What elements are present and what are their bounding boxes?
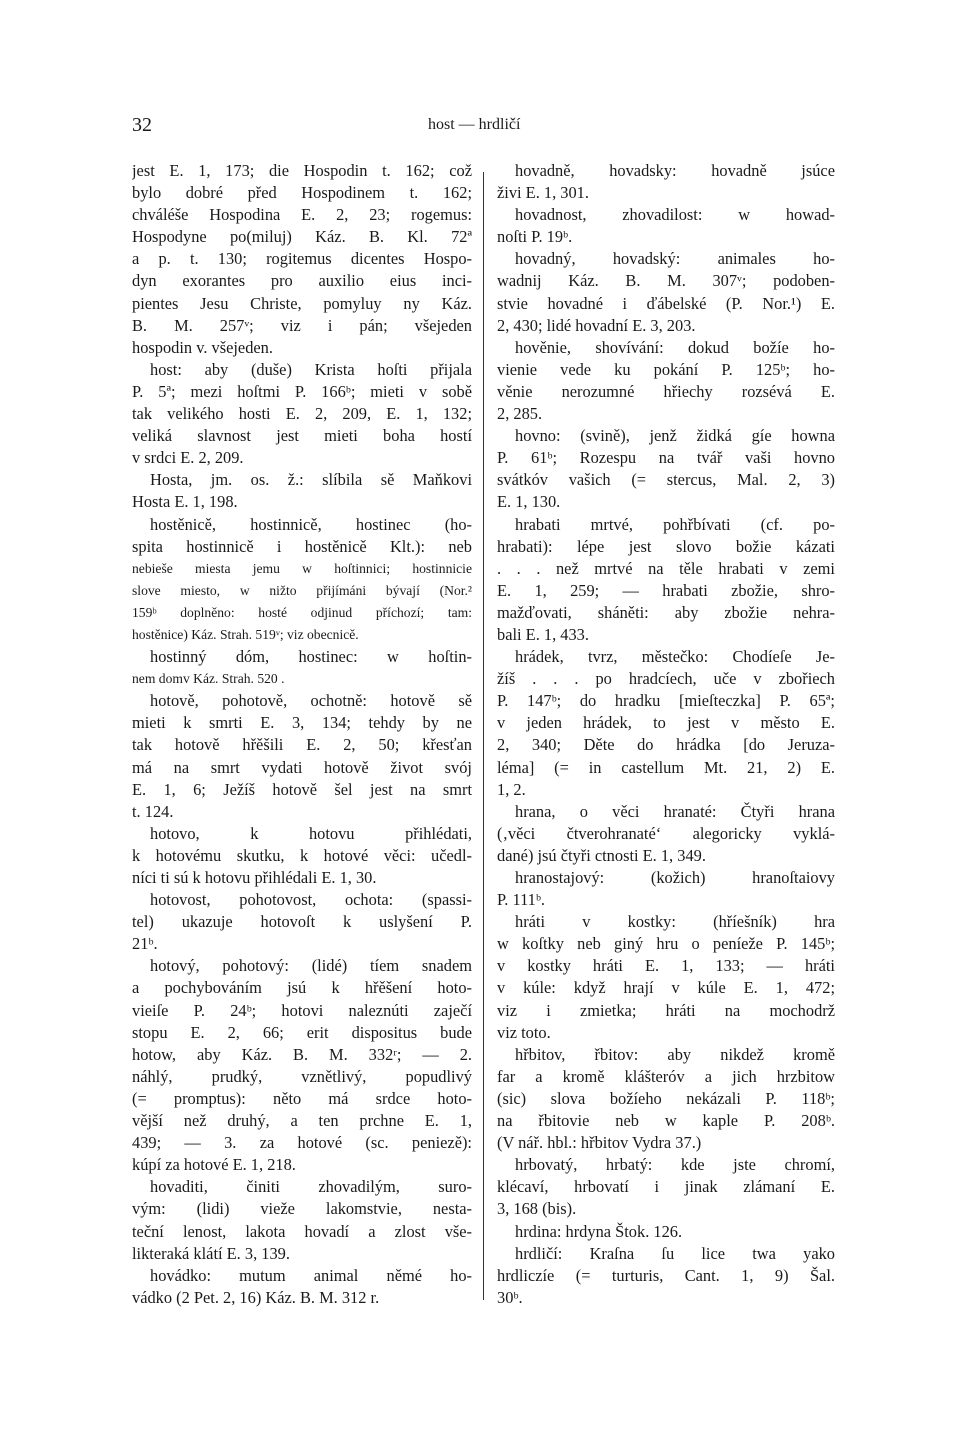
text-line: mieti k smrti E. 3, 134; tehdy by ne — [132, 713, 472, 733]
text-line: P. 147ᵇ; do hradku [mieſteczka] P. 65ª; — [497, 691, 835, 711]
text-line: teční lenost, lakota hovadí a zlost vše- — [132, 1221, 472, 1241]
entry-headline: hotovo, k hotovu přihlédati, — [150, 823, 472, 843]
text-line: 30ᵇ. — [497, 1287, 523, 1307]
entry-headline: hrabati mrtvé, pohřbívati (cf. po- — [515, 514, 835, 534]
text-line: na řbitovie neb w kaple P. 208ᵇ. — [497, 1111, 835, 1131]
entry-headline: hovno: (svině), jenž židká gíe howna — [515, 426, 835, 446]
text-line: viz i zmietka; hráti na mochodrž — [497, 1000, 835, 1020]
entry-headline: hrdličí: Kraſna ſu lice twa yako — [515, 1243, 835, 1263]
text-line: a pochybováním jsú k hřěšení hoto- — [132, 978, 472, 998]
text-line: spita hostinnicě i hostěnicě Klt.): neb — [132, 536, 472, 556]
text-line: likteraká klátí E. 3, 139. — [132, 1243, 290, 1263]
text-line: žíš . . . po hradcíech, uče v zbořiech — [497, 669, 835, 689]
text-line: veliká slavnost jest mieti boha hostí — [132, 426, 472, 446]
page-number: 32 — [132, 114, 152, 136]
text-line: živi E. 1, 301. — [497, 183, 589, 203]
text-line: léma] (= in castellum Mt. 21, 2) E. — [497, 757, 835, 777]
text-line: vieiſe P. 24ᵇ; hotovi naleznúti zaječí — [132, 1000, 472, 1020]
entry-headline: hráti v kostky: (hříešník) hra — [515, 912, 835, 932]
text-line: E. 1, 130. — [497, 492, 561, 512]
entry-headline: hostinný dóm, hostinec: w hoſtin- — [150, 647, 472, 667]
entry-headline: hovaditi, činiti zhovadilým, surо- — [150, 1177, 472, 1197]
text-line: 439; — 3. za hotové (sc. peniezě): — [132, 1133, 472, 1153]
text-line: w koſtky neb giný hru o peníeže P. 145ᵇ; — [497, 934, 835, 954]
text-line: jest E. 1, 173; die Hospodin t. 162; což — [132, 161, 472, 180]
text-line: vádko (2 Pet. 2, 16) Káz. B. M. 312 r. — [132, 1287, 380, 1307]
text-line: bali E. 1, 433. — [497, 624, 589, 644]
text-line: a p. t. 130; rogitemus dicentes Hospo- — [132, 249, 472, 269]
running-head: host — hrdličí — [428, 116, 521, 133]
entry-headline: hovadný, hovadský: animales ho- — [515, 249, 835, 269]
text-line: klécaví, hrbovatí i jinak zlámaní E. — [497, 1177, 835, 1197]
text-line: vým: (lidi) vieže lakomstvie, nesta- — [132, 1199, 472, 1219]
left-column — [132, 160, 472, 1309]
text-line: noſti P. 19ᵇ. — [497, 227, 573, 247]
text-line: stvie hovadné i ďábelské (P. Nor.¹) E. — [497, 293, 835, 313]
text-line: (= promptus): něto má srdce hoto- — [132, 1088, 472, 1108]
text-line: bylo dobré před Hospodinem t. 162; — [132, 183, 472, 203]
text-line: Hospodyne po(miluj) Káz. B. Kl. 72ª — [132, 227, 472, 247]
text-line: P. 5ª; mezi hoſtmi P. 166ᵇ; mieti v sobě — [132, 381, 472, 401]
text-line: hrabati): lépe jest slovo božie kázati — [497, 536, 835, 556]
text-line: P. 61ᵇ; Rozespu na tvář vaši hovno — [497, 448, 835, 468]
text-line: 3, 168 (bis). — [497, 1199, 577, 1219]
text-line: náhlý, prudký, vznětlivý, popudlivý — [132, 1066, 472, 1086]
text-line: hospodin v. všejeden. — [132, 337, 273, 357]
text-line: v kostky hráti E. 1, 133; — hráti — [497, 956, 835, 976]
text-line: mažďovati, sháněti: aby zbožie nehra- — [497, 602, 835, 622]
text-line: slove miesto, w nižto přijímáni bývají (Nor.² — [132, 582, 472, 598]
entry-headline: hrdina: hrdyna Štok. 126. — [515, 1221, 683, 1241]
text-line: 2, 285. — [497, 404, 543, 424]
text-line: k hotovému skutku, k hotové věci: učedl- — [132, 845, 472, 865]
text-line: 159ᵇ doplněno: hosté odjinud příchozí; tam: — [132, 604, 472, 620]
text-line: vienie vede ku pokání P. 125ᵇ; ho- — [497, 359, 835, 379]
text-line: 2, 340; Děte do hrádka [do Jeruza- — [497, 735, 835, 755]
text-line: P. 111ᵇ. — [497, 890, 546, 910]
text-line: tak velikého hosti E. 2, 209, E. 1, 132; — [132, 404, 472, 424]
text-line: (‚věci čtverohranaté‘ alegoricky vyklá- — [497, 823, 835, 843]
text-line: má na smrt vydati hotově život svój — [132, 757, 472, 777]
column-divider — [483, 172, 484, 1300]
text-line: (sic) slova božíeho nekázali P. 118ᵇ; — [497, 1088, 835, 1108]
text-line: v jeden hrádek, to jest v město E. — [497, 713, 835, 733]
text-line: dyn exorantes pro auxilio eius inci- — [132, 271, 472, 291]
text-line: tak hotově hřěšili E. 2, 50; křesťan — [132, 735, 472, 755]
text-line: chváléše Hospodina E. 2, 23; rogemus: — [132, 205, 472, 225]
text-line: svátkóv vašich (= stercus, Mal. 2, 3) — [497, 470, 835, 490]
entry-headline: hovádko: mutum animal němé ho- — [150, 1265, 472, 1285]
text-line: tel) ukazuje hotovoſt k uslyšení P. — [132, 912, 472, 932]
text-line: pientes Jesu Christe, pomyluy ny Káz. — [132, 293, 472, 313]
text-line: t. 124. — [132, 801, 174, 821]
text-line: 21ᵇ. — [132, 934, 158, 954]
text-line: stopu E. 2, 66; erit dispositus bude — [132, 1022, 472, 1042]
text-line: v kúle: když hrají v kúle E. 1, 472; — [497, 978, 835, 998]
text-line: dané) jsú čtyři ctnosti E. 1, 349. — [497, 845, 706, 865]
text-line: níci ti sú k hotovu přihlédali E. 1, 30. — [132, 868, 377, 887]
right-column — [497, 160, 835, 1309]
text-line: v srdci E. 2, 209. — [132, 448, 244, 468]
text-line: E. 1, 6; Ježíš hotově šel jest na smrt — [132, 779, 472, 799]
text-line: . . . než mrtvé na těle hrabati v zemi — [497, 558, 835, 578]
text-line: 2, 430; lidé hovadní E. 3, 203. — [497, 315, 696, 335]
entry-headline: hrana, o věci hranaté: Čtyři hrana — [515, 801, 835, 821]
text-line: věnie nerozumné hřiechy rozsévá E. — [497, 381, 835, 401]
text-line: wadnij Káz. B. M. 307ᵛ; podoben- — [497, 271, 835, 291]
text-line: (V nář. hbl.: hřbitov Vydra 37.) — [497, 1133, 702, 1153]
entry-headline: hověnie, shovívání: dokud božíe ho- — [515, 337, 835, 357]
text-line: Hosta E. 1, 198. — [132, 492, 238, 512]
entry-headline: Hosta, jm. os. ž.: slíbila sě Maňkovi — [150, 470, 472, 490]
page-header — [0, 114, 960, 144]
text-line: vější než druhý, a ten prchne E. 1, — [132, 1111, 472, 1131]
text-line: kúpí za hotové E. 1, 218. — [132, 1155, 296, 1175]
text-line: viz toto. — [497, 1022, 551, 1042]
entry-headline: hranostajový: (kožich) hranoſtaiovy — [515, 868, 835, 887]
entry-headline: hotový, pohotový: (lidé) tíem snadem — [150, 956, 472, 976]
text-line: hotow, aby Káz. B. M. 332ʳ; — 2. — [132, 1044, 472, 1064]
text-line: B. M. 257ᵛ; viz i pán; všejeden — [132, 315, 472, 335]
text-line: far a kromě klášteróv a jich hrzbitow — [497, 1066, 835, 1086]
entry-headline: hrádek, tvrz, městečko: Chodíeſe Je- — [515, 647, 835, 667]
text-line: 1, 2. — [497, 779, 526, 799]
text-line: nem domv Káz. Strah. 520 . — [132, 671, 285, 687]
entry-headline: hostěnicě, hostinnicě, hostinec (ho- — [150, 514, 472, 534]
text-line: hrdliczíe (= turturis, Cant. 1, 9) Šal. — [497, 1265, 835, 1285]
text-line: E. 1, 259; — hrabati zbožie, shro- — [497, 580, 835, 600]
entry-headline: host: aby (duše) Krista hoſti přijala — [150, 359, 472, 379]
entry-headline: hotovost, pohotovost, ochota: (spassi- — [150, 890, 472, 910]
entry-headline: hotově, pohotově, ochotně: hotově sě — [150, 691, 472, 711]
entry-headline: hovadně, hovadsky: hovadně jsúce — [515, 161, 835, 180]
entry-headline: hrbovatý, hrbatý: kde jste chromí, — [515, 1155, 835, 1175]
text-line: hostěnice) Káz. Strah. 519ᵛ; viz obecnicě. — [132, 626, 359, 642]
entry-headline: hřbitov, řbitov: aby nikdež kromě — [515, 1044, 835, 1064]
text-line: nebieše miesta jemu w hoſtinnici; hostinnicie — [132, 560, 472, 576]
entry-headline: hovadnost, zhovadilost: w howad- — [515, 205, 835, 225]
